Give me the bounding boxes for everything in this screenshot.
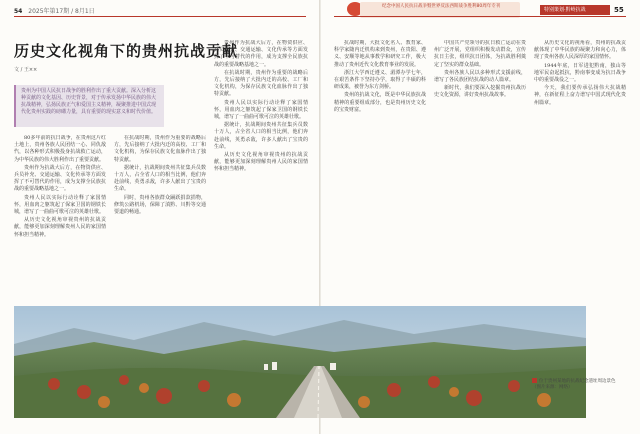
paragraph: 抗战时期，大批文化名人、教育家、科学家随内迁机构来到贵州，在贵阳、遵义、安顺等地从事教学和研究工作，极大推动了贵州近代文化教育事业的发展。 [334, 40, 426, 68]
paragraph: 从历史文化视角审视贵州的抗战贡献，能够更加深刻理解贵州人民的家国情怀和担当精神。 [214, 152, 308, 173]
author-line: 文 / 王×× [14, 67, 38, 73]
left-column-2 [114, 135, 206, 303]
paragraph: 中国共产党领导的抗日救亡运动在贵州广泛开展，党组织积极发动群众，宣传抗日主张，组织抗日团体，为抗战胜利奠定了坚实的群众基础。 [434, 40, 526, 68]
paragraph: 今天，我们要传承弘扬伟大抗战精神，在新征程上奋力谱写中国式现代化贵州篇章。 [534, 85, 626, 106]
paragraph: 从历史文化的视角看，贵州的抗战贡献体现了中华民族的凝聚力和向心力，体现了贵州各族人民深厚的家国情怀。 [534, 40, 626, 61]
issue-info: 2025年第17期 / 8月1日 [28, 8, 95, 15]
paragraph: 贵州的抗战文化，既是中华民族抗战精神的重要组成部分，也是贵州历史文化的宝贵财富。 [334, 92, 426, 113]
photo-caption: 位于贵州某地的抗战纪念遗址周边景色（图片来源：网络） [532, 378, 624, 391]
paragraph: 从历史文化视角审视贵州的抗战贡献，能够更加深刻理解贵州人民的家国情怀和担当精神。 [14, 217, 106, 238]
right-column-2 [434, 40, 526, 302]
paragraph: 浙江大学西迁遵义、湄潭办学七年，在艰苦条件下坚持办学，取得了丰硕的科研成果，被誉为东方剑桥。 [334, 69, 426, 91]
landscape-photo [14, 306, 586, 418]
paragraph: 贵州作为抗战大后方，在物资供应、兵员补充、交通运输、文化传承等方面发挥了不可替代的作用，成为支撑全民族抗战的重要战略基地之一。 [214, 40, 308, 68]
paragraph: 在抗战时期，贵州作为重要的战略后方，先后接纳了大批内迁的高校、工厂和文化机构，为保存民族文化血脉作出了独特贡献。 [214, 69, 308, 98]
article-title: 历史文化视角下的贵州抗战贡献 [14, 42, 239, 60]
paragraph: 据统计，抗战期间贵州共征集兵员数十万人，占全省人口的相当比例，他们奔赴前线，英勇杀敌，许多人献出了宝贵的生命。 [114, 164, 206, 193]
left-page-number: 54 [14, 8, 23, 15]
right-header-rule [334, 16, 626, 17]
section-tag: 特别策划·黔岭抗战 [540, 5, 610, 15]
left-column-3 [214, 40, 308, 303]
paragraph: 在抗战时期，贵州作为重要的战略后方，先后接纳了大批内迁的高校、工厂和文化机构，为保存民族文化血脉作出了独特贡献。 [114, 135, 206, 163]
paragraph: 新时代，我们要深入挖掘贵州抗战历史文化资源，讲好贵州抗战故事。 [434, 85, 526, 99]
paragraph: 据统计，抗战期间贵州共征集兵员数十万人，占全省人口的相当比例，他们奔赴前线，英勇杀敌，许多人献出了宝贵的生命。 [214, 122, 308, 150]
paragraph: 贵州作为抗战大后方，在物资供应、兵员补充、交通运输、文化传承等方面发挥了不可替代的作用，成为支撑全民族抗战的重要战略基地之一。 [14, 164, 106, 193]
landscape-photo-illustration [14, 306, 586, 418]
paragraph: 贵州各族人民以多种形式支援前线，谱写了各民族团结抗战的动人篇章。 [434, 69, 526, 84]
left-column-1 [14, 135, 106, 303]
left-header [14, 6, 95, 15]
paragraph: 80多年前的抗日战争，在贵州这片红土地上，贵州各族人民团结一心、同仇敌忾，以各种形式积极投身抗战救亡运动，为中华民族的伟大胜利作出了重要贡献。 [14, 135, 106, 163]
paragraph: 同时，贵州各族群众踊跃捐款捐物，修筑公路机场，保障了滇黔、川黔等交通要道的畅通。 [114, 194, 206, 216]
abstract-box: 贵州为中国人民抗日战争的胜利作出了重大贡献。深入分析这种贡献的文化基因、历史背景，对于传承发扬中华民族的伟大抗战精神，弘扬民族正气和爱国主义精神，凝聚推进中国式现代化贵州实践的磅礴力量，具有重要的现实意义和时代价值。 [14, 85, 164, 127]
paragraph: 贵州人民以实际行动诠释了家国情怀，用血肉之躯筑起了保家卫国的钢铁长城，谱写了一曲曲可歌可泣的英雄壮歌。 [214, 99, 308, 121]
anniversary-banner: 纪念中国人民抗日战争暨世界反法西斯战争胜利80周年专刊 [360, 2, 520, 18]
right-column-1 [334, 40, 426, 302]
paragraph: 1944年底，日军进犯黔南，独山等地军民奋起抵抗，黔南事变成为抗日战争中的重要战役之一。 [534, 62, 626, 84]
right-page-number: 55 [614, 6, 624, 14]
right-column-3 [534, 40, 626, 302]
left-header-rule [14, 16, 306, 17]
paragraph: 贵州人民以实际行动诠释了家国情怀，用血肉之躯筑起了保家卫国的钢铁长城，谱写了一曲曲可歌可泣的英雄壮歌。 [14, 194, 106, 216]
